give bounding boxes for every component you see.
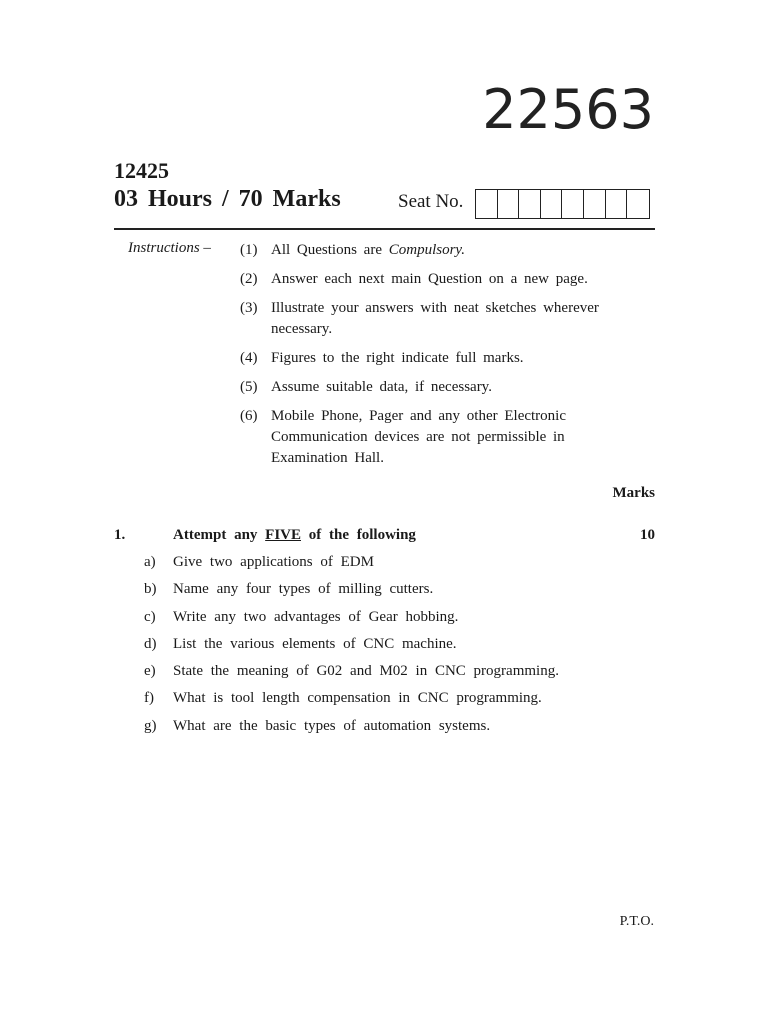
instruction-number: (1)	[240, 242, 258, 258]
sub-question-letter: c)	[144, 608, 156, 625]
paper-code: 22563	[482, 78, 654, 141]
seat-box[interactable]	[519, 190, 541, 218]
question-marks: 10	[640, 527, 655, 543]
sub-question-letter: g)	[144, 717, 157, 734]
seat-box[interactable]	[498, 190, 520, 218]
seat-number-boxes	[475, 189, 650, 219]
instruction-text: Assume suitable data, if necessary.	[271, 379, 492, 395]
sub-question-text: Write any two advantages of Gear hobbing.	[173, 608, 459, 625]
question-title: Attempt any FIVE of the following	[173, 527, 416, 543]
page-turn-over: P.T.O.	[619, 914, 654, 929]
instruction-item	[240, 348, 640, 369]
instruction-item	[240, 406, 600, 469]
instruction-text: Illustrate your answers with neat sketches wherever necessary.	[271, 300, 599, 337]
seat-box[interactable]	[584, 190, 606, 218]
instructions-label: Instructions –	[128, 240, 211, 256]
seat-box[interactable]	[541, 190, 563, 218]
sub-question-list	[144, 554, 644, 745]
seat-box[interactable]	[606, 190, 628, 218]
sub-question	[144, 581, 644, 608]
instruction-emphasis: Compulsory.	[388, 242, 465, 258]
sub-question-text: List the various elements of CNC machine.	[173, 635, 457, 652]
sub-question-text: State the meaning of G02 and M02 in CNC programming.	[173, 663, 559, 680]
instruction-text: All Questions are Compulsory.	[271, 242, 465, 258]
sub-question-letter: b)	[144, 581, 157, 598]
sub-question-text: Name any four types of milling cutters.	[173, 581, 434, 598]
instruction-item	[240, 298, 640, 340]
instructions-list	[240, 240, 640, 477]
sub-question-text: What is tool length compensation in CNC programming.	[173, 690, 542, 707]
sub-question-text: What are the basic types of automation systems.	[173, 717, 491, 734]
marks-column-header: Marks	[612, 485, 655, 501]
seat-box[interactable]	[627, 190, 649, 218]
instruction-text: Mobile Phone, Pager and any other Electronic Communication devices are not permissible in Examination Hall.	[271, 408, 567, 466]
instruction-item	[240, 269, 640, 290]
sub-question-letter: e)	[144, 663, 156, 680]
instruction-number: (6)	[240, 408, 258, 424]
instruction-text: Answer each next main Question on a new page.	[271, 271, 588, 287]
sub-question	[144, 554, 644, 581]
instruction-number: (3)	[240, 300, 258, 316]
seat-box[interactable]	[562, 190, 584, 218]
duration-marks: 03 Hours / 70 Marks	[114, 186, 341, 212]
sub-question	[144, 690, 644, 717]
instruction-number: (2)	[240, 271, 258, 287]
seat-box[interactable]	[476, 190, 498, 218]
question-title-emphasis: FIVE	[265, 527, 301, 543]
sub-question	[144, 636, 644, 663]
sub-question	[144, 609, 644, 636]
sub-question-letter: f)	[144, 690, 154, 707]
instruction-item	[240, 240, 640, 261]
sub-question	[144, 663, 644, 690]
question-number: 1.	[114, 527, 126, 543]
instruction-item	[240, 377, 640, 398]
seat-label: Seat No.	[398, 191, 464, 212]
serial-number: 12425	[114, 158, 169, 183]
sub-question	[144, 718, 644, 745]
instruction-number: (4)	[240, 350, 258, 366]
sub-question-letter: d)	[144, 635, 157, 652]
sub-question-text: Give two applications of EDM	[173, 554, 374, 570]
instruction-number: (5)	[240, 379, 258, 395]
instruction-text: Figures to the right indicate full marks.	[271, 350, 524, 366]
sub-question-letter: a)	[144, 554, 156, 570]
header-divider	[114, 228, 655, 230]
